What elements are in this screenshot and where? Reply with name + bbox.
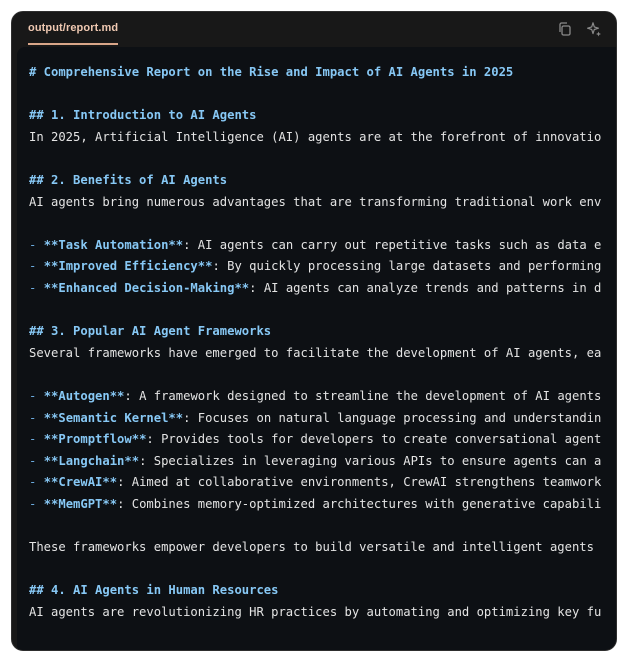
- paragraph-text: Several frameworks have emerged to facilitate the development of AI agents, ea: [29, 345, 602, 360]
- markdown-bullet-line: [29, 408, 601, 430]
- paragraph-text: These frameworks empower developers to build versatile and intelligent agents: [29, 540, 594, 555]
- paragraph-text: In 2025, Artificial Intelligence (AI) agents are at the forefront of innovatio: [29, 129, 602, 144]
- bullet-marker: -: [29, 259, 44, 274]
- bullet-bold-term: **Promptflow**: [43, 432, 147, 447]
- heading-text: ## 4. AI Agents in Human Resources: [29, 583, 279, 598]
- bullet-marker: -: [29, 432, 44, 447]
- markdown-bullet-line: [29, 451, 601, 473]
- bullet-marker: -: [29, 280, 44, 295]
- copy-button[interactable]: [557, 21, 573, 37]
- bullet-description: : Aimed at collaborative environments, CrewAI strengthens teamwork: [117, 475, 602, 490]
- markdown-heading-line: [29, 580, 601, 602]
- active-tab-indicator: [28, 43, 118, 45]
- markdown-blank-line: [29, 84, 601, 106]
- markdown-blank-line: [29, 148, 601, 170]
- ai-assist-button[interactable]: [586, 21, 602, 37]
- markdown-bullet-line: [29, 472, 601, 494]
- bullet-marker: -: [29, 475, 44, 490]
- bullet-description: : A framework designed to streamline the development of AI agents: [124, 388, 602, 403]
- bullet-description: : By quickly processing large datasets and performing: [212, 259, 602, 274]
- markdown-blank-line: [29, 515, 601, 537]
- heading-text: ## 1. Introduction to AI Agents: [29, 108, 257, 123]
- tab-file-name[interactable]: output/report.md: [28, 22, 119, 34]
- markdown-content-area[interactable]: [17, 47, 617, 651]
- paragraph-text: AI agents are revolutionizing HR practices by automating and optimizing key fu: [29, 604, 602, 619]
- bullet-description: : Combines memory-optimized architectures with generative capabili: [117, 496, 602, 511]
- markdown-text-line: [29, 602, 601, 624]
- file-viewer-panel: [11, 11, 617, 651]
- markdown-text-line: [29, 343, 601, 365]
- bullet-marker: -: [29, 237, 44, 252]
- copy-icon: [557, 21, 573, 37]
- bullet-description: : Specializes in leveraging various APIs to ensure agents can a: [139, 453, 602, 468]
- bullet-bold-term: **Langchain**: [43, 453, 140, 468]
- bullet-description: : AI agents can carry out repetitive tasks such as data e: [183, 237, 602, 252]
- paragraph-text: AI agents bring numerous advantages that are transforming traditional work env: [29, 194, 602, 209]
- bullet-bold-term: **CrewAI**: [43, 475, 118, 490]
- markdown-bullet-line: [29, 256, 601, 278]
- bullet-description: : Focuses on natural language processing and understandin: [183, 410, 602, 425]
- bullet-bold-term: **Enhanced Decision-Making**: [43, 280, 250, 295]
- markdown-text-line: [29, 192, 601, 214]
- markdown-bullet-line: [29, 386, 601, 408]
- bullet-bold-term: **MemGPT**: [43, 496, 118, 511]
- tab-bar: [12, 12, 616, 46]
- sparkle-icon: [586, 21, 602, 37]
- bullet-description: : AI agents can analyze trends and patterns in d: [249, 280, 602, 295]
- markdown-blank-line: [29, 364, 601, 386]
- bullet-marker: -: [29, 410, 44, 425]
- bullet-bold-term: **Semantic Kernel**: [43, 410, 184, 425]
- bullet-marker: -: [29, 453, 44, 468]
- markdown-bullet-line: [29, 494, 601, 516]
- bullet-bold-term: **Autogen**: [43, 388, 125, 403]
- bullet-marker: -: [29, 388, 44, 403]
- markdown-blank-line: [29, 300, 601, 322]
- markdown-blank-line: [29, 213, 601, 235]
- heading-text: # Comprehensive Report on the Rise and Impact of AI Agents in 2025: [29, 65, 514, 79]
- markdown-heading-line: [29, 105, 601, 127]
- markdown-heading-line: [29, 62, 601, 84]
- markdown-bullet-line: [29, 235, 601, 257]
- markdown-heading-line: [29, 321, 601, 343]
- markdown-blank-line: [29, 559, 601, 581]
- bullet-bold-term: **Improved Efficiency**: [43, 259, 213, 274]
- markdown-text: [29, 62, 601, 623]
- bullet-marker: -: [29, 496, 44, 511]
- heading-text: ## 2. Benefits of AI Agents: [29, 172, 228, 187]
- bullet-bold-term: **Task Automation**: [43, 237, 184, 252]
- markdown-bullet-line: [29, 278, 601, 300]
- markdown-text-line: [29, 537, 601, 559]
- bullet-description: : Provides tools for developers to create conversational agent: [146, 432, 602, 447]
- markdown-text-line: [29, 127, 601, 149]
- markdown-bullet-line: [29, 429, 601, 451]
- markdown-heading-line: [29, 170, 601, 192]
- heading-text: ## 3. Popular AI Agent Frameworks: [29, 324, 272, 339]
